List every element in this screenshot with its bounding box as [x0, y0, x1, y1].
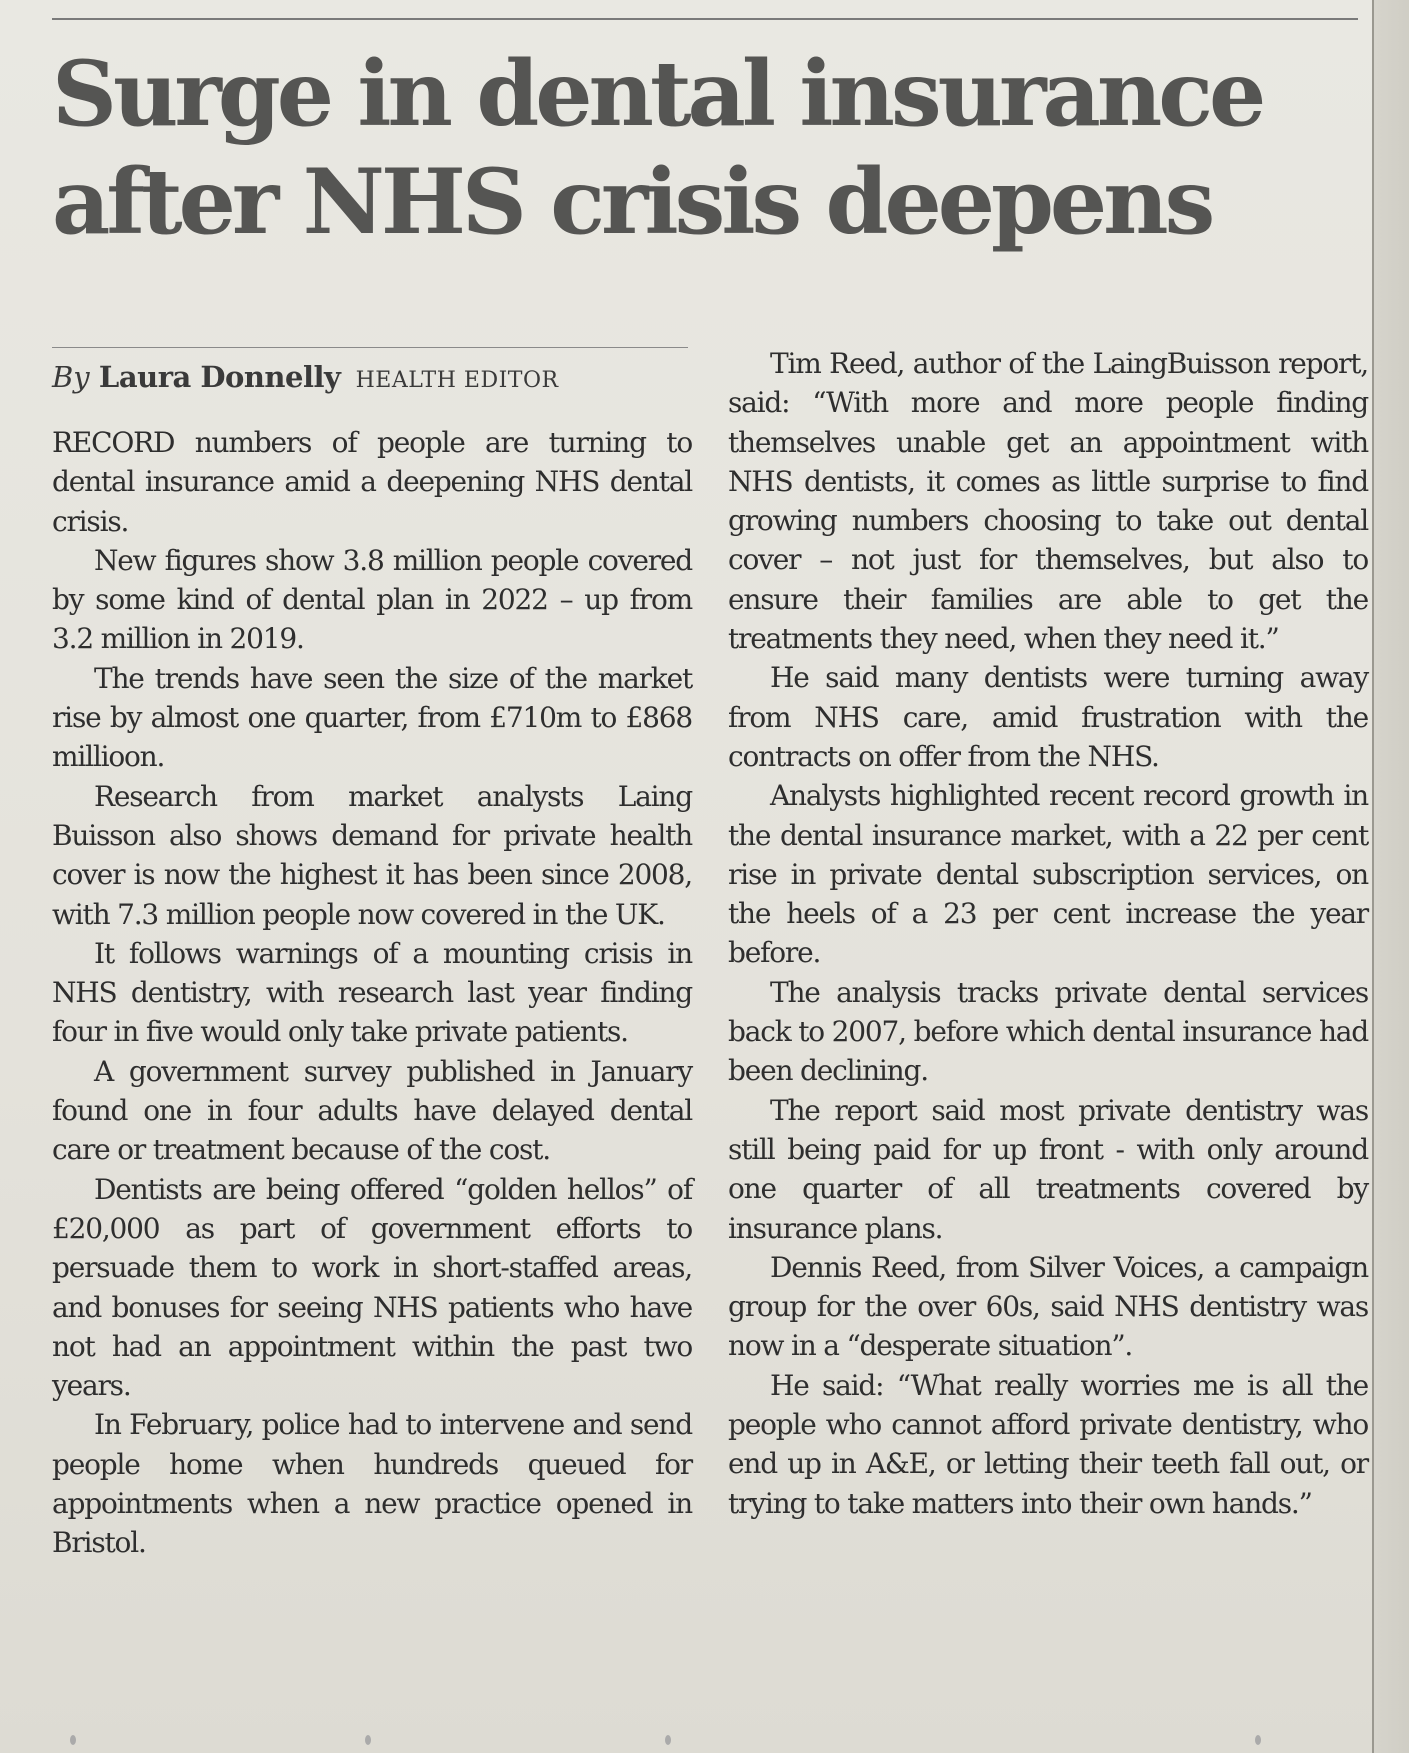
headline-line-2: after NHS crisis deepens [52, 149, 1212, 255]
paragraph: RECORD numbers of people are turning to dental insurance amid a deepening NHS dental crisis. [52, 426, 692, 538]
headline [52, 40, 1372, 256]
headline-line-1: Surge in dental insurance [52, 41, 1263, 147]
paragraph: In February, police had to intervene and send people home when hundreds queued for appointments when a new practice opened in Bristol. [52, 1408, 692, 1560]
author-role: HEALTH EDITOR [355, 368, 559, 393]
paragraph: Dennis Reed, from Silver Voices, a campaign group for the over 60s, said NHS dentistry was now in a “desperate situation”. [728, 1250, 1368, 1363]
paragraph: He said many dentists were turning away from NHS care, amid frustration with the contracts on offer from the NHS. [728, 661, 1368, 773]
print-speck [70, 1735, 76, 1745]
page-edge [1372, 0, 1409, 1753]
column-2 [728, 344, 1368, 1523]
paragraph: The trends have seen the size of the market rise by almost one quarter, from £710m to £868 millioon. [52, 661, 692, 774]
column-1 [52, 423, 692, 1563]
byline [52, 358, 732, 400]
print-speck [365, 1735, 371, 1745]
paragraph: A government survey published in January found one in four adults have delayed dental care or treatment because of the cost. [52, 1054, 692, 1167]
paragraph: Tim Reed, author of the LaingBuisson report, said: “With more and more people finding themselves unable get an appointment with NHS dentists, it comes as little surprise to find growing numbers choosing to take out dental cover – not just for themselves, but also to ensure their families are able to get the treatments they need, when they need it.” [728, 347, 1368, 656]
paragraph: Dentists are being offered “golden hellos” of £20,000 as part of government efforts to persuade them to work in short-staffed areas, and bonuses for seeing NHS patients who have not had an appointment within the past two years. [52, 1172, 692, 1403]
print-speck [665, 1735, 671, 1745]
byline-by: By [52, 360, 90, 394]
paragraph: Research from market analysts Laing Buisson also shows demand for private health cover is now the highest it has been since 2008, with 7.3 million people now covered in the UK. [52, 779, 692, 931]
author-name: Laura Donnelly [98, 360, 341, 394]
top-rule [52, 18, 1358, 20]
print-speck [1255, 1735, 1261, 1745]
paragraph: He said: “What really worries me is all the people who cannot afford private dentistry, who end up in A&E, or letting their teeth fall out, or trying to take matters into their own hands.” [728, 1368, 1368, 1520]
paragraph: Analysts highlighted recent record growth in the dental insurance market, with a 22 per cent rise in private dental subscription services, on the heels of a 23 per cent increase the year before. [728, 779, 1368, 970]
paragraph: The analysis tracks private dental services back to 2007, before which dental insurance had been declining. [728, 975, 1368, 1088]
paragraph: New figures show 3.8 million people covered by some kind of dental plan in 2022 – up from 3.2 million in 2019. [52, 543, 692, 656]
paragraph: The report said most private dentistry was still being paid for up front - with only around one quarter of all treatments covered by insurance plans. [728, 1093, 1368, 1245]
byline-rule [52, 347, 688, 348]
paragraph: It follows warnings of a mounting crisis in NHS dentistry, with research last year finding four in five would only take private patients. [52, 936, 692, 1049]
